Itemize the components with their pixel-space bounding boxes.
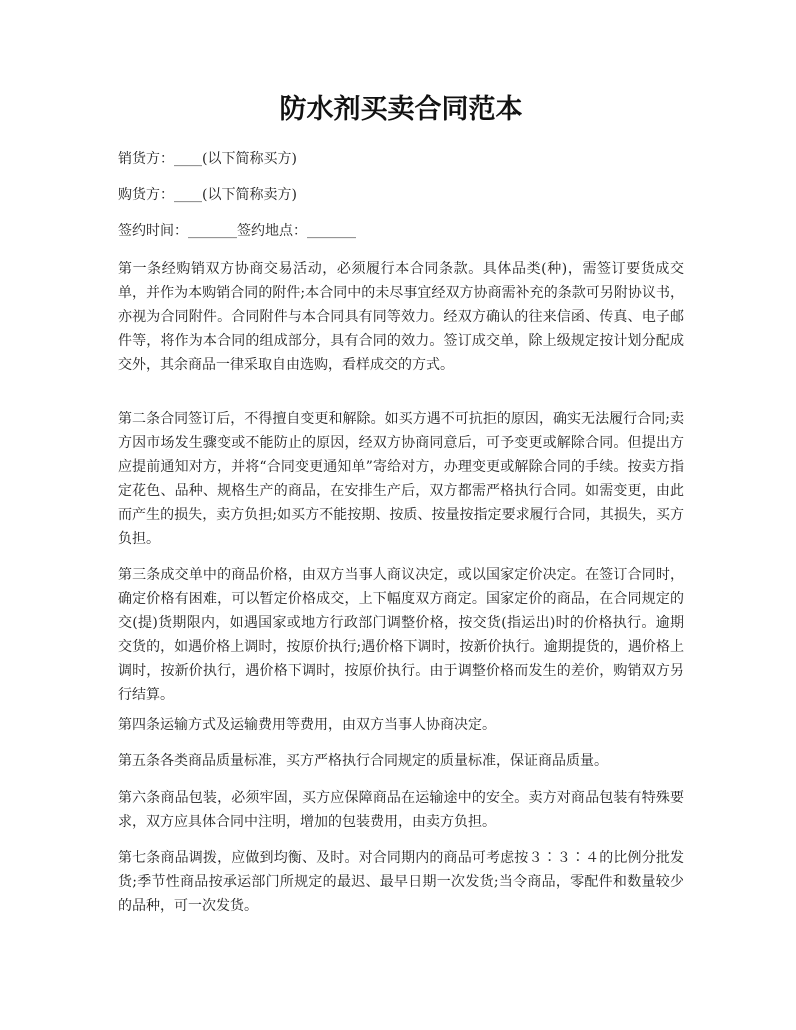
article-5-paragraph: 第五条各类商品质量标准，买方严格执行合同规定的质量标准，保证商品质量。 [118, 753, 608, 769]
article-4-paragraph: 第四条运输方式及运输费用等费用，由双方当事人协商决定。 [118, 717, 496, 733]
article-6-paragraph: 第六条商品包装，必须牢固，买方应保障商品在运输途中的安全。卖方对商品包装有特殊要求，双方应具体合同中注明，增加的包装费用，由卖方负担。 [118, 790, 684, 830]
article-2-paragraph: 第二条合同签订后，不得擅自变更和解除。如买方遇不可抗拒的原因，确实无法履行合同;卖方因市场发生骤变或不能防止的原因，经双方协商同意后，可予变更或解除合同。但提出方应提前通知对方，并将“合同变更通知单”寄给对方，办理变更或解除合同的手续。按卖方指定花色、品种、规格生产的商品，在安排生产后，双方都需严格执行合同。如需变更，由此而产生的损失，卖方负担;如买方不能按期、按质、按量按指定要求履行合同，其损失，买方负担。 [118, 411, 684, 547]
article-1-paragraph: 第一条经购销双方协商交易活动，必须履行本合同条款。具体品类(种)，需签订要货成交单，并作为本购销合同的附件;本合同中的未尽事宜经双方协商需补充的条款可另附协议书，亦视为合同附件。合同附件与本合同具有同等效力。经双方确认的往来信函、传真、电子邮件等，将作为本合同的组成部分，具有合同的效力。签订成交单，除上级规定按计划分配成交外，其余商品一律采取自由选购，看样成交的方式。 [118, 261, 684, 373]
buyer-line: 购货方：____(以下简称卖方) [118, 187, 297, 203]
article-3-paragraph: 第三条成交单中的商品价格，由双方当事人商议决定，或以国家定价决定。在签订合同时，确定价格有困难，可以暂定价格成交，上下幅度双方商定。国家定价的商品，在合同规定的交(提)货期限内，如遇国家或地方行政部门调整价格，按交货(指运出)时的价格执行。逾期交货的，如遇价格上调时，按原价执行;遇价格下调时，按新价执行。逾期提货的，遇价格上调时，按新价执行，遇价格下调时，按原价执行。由于调整价格而发生的差价，购销双方另行结算。 [118, 567, 684, 703]
signing-time-place-line: 签约时间：_______签约地点：_______ [118, 223, 356, 239]
seller-line: 销货方：____(以下简称买方) [118, 151, 297, 167]
article-7-paragraph: 第七条商品调拨，应做到均衡、及时。对合同期内的商品可考虑按３∶３∶４的比例分批发货;季节性商品按承运部门所规定的最迟、最早日期一次发货;当令商品，零配件和数量较少的品种，可一次发货。 [118, 850, 684, 914]
document-title: 防水剂买卖合同范本 [279, 94, 523, 125]
